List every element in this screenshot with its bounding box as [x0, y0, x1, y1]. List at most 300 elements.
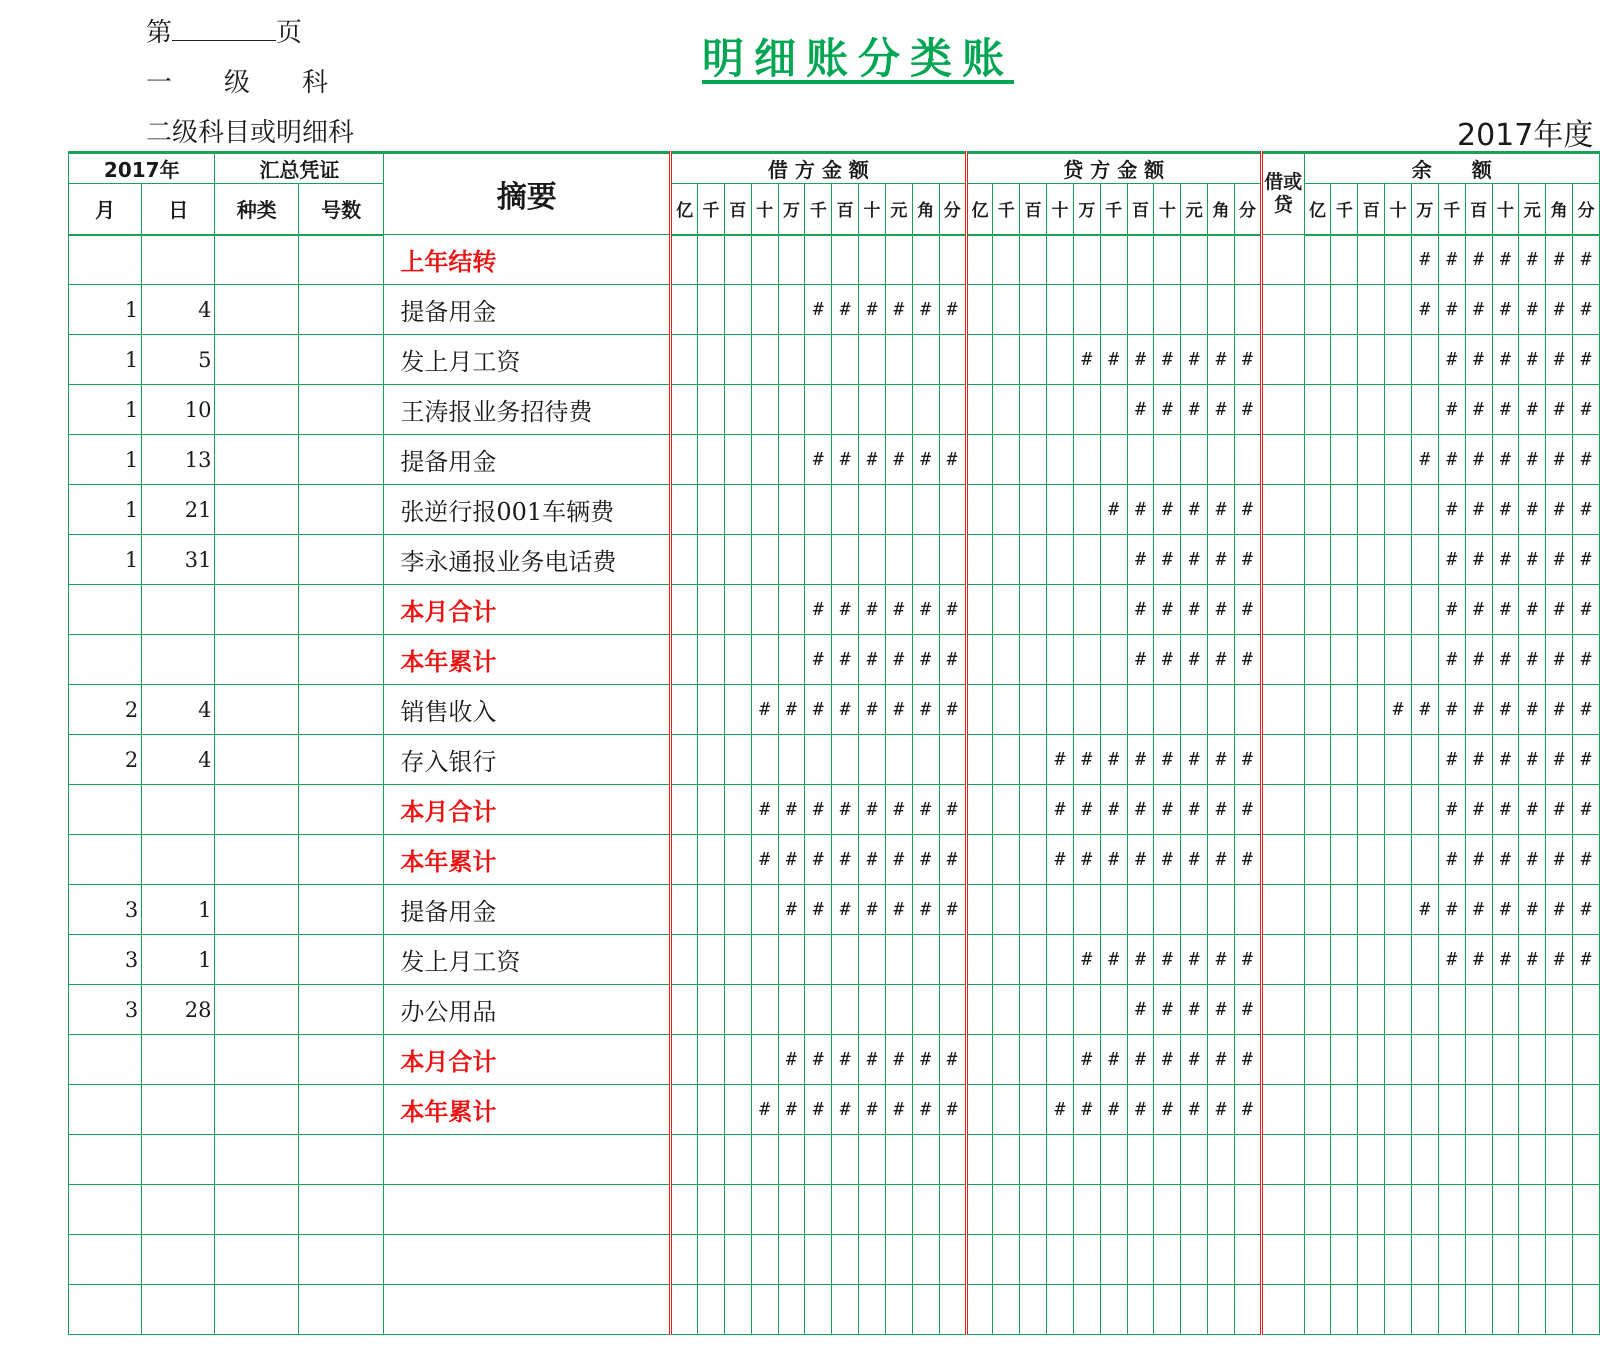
credit-digit-cell: [1181, 1235, 1208, 1285]
debit-digit-cell: [698, 1285, 725, 1335]
credit-digit-cell: [966, 685, 993, 735]
debit-digit-cell: #: [859, 435, 886, 485]
credit-digit-cell: #: [1154, 1085, 1181, 1135]
voucher-number-cell: [298, 835, 383, 885]
summary-cell: 销售收入: [384, 685, 671, 735]
debit-digit-cell: #: [832, 835, 859, 885]
voucher-number-cell: [298, 1235, 383, 1285]
credit-digit-cell: [1020, 635, 1047, 685]
credit-digit-cell: [1100, 385, 1127, 435]
month-cell: 1: [69, 385, 142, 435]
debit-digit-cell: #: [885, 885, 912, 935]
debit-digit-cell: [698, 235, 725, 285]
balance-digit-cell: #: [1573, 235, 1600, 285]
credit-digit-cell: #: [1234, 1035, 1261, 1085]
table-row: [69, 635, 1600, 685]
debit-digit-cell: [751, 1035, 778, 1085]
credit-digit-cell: #: [1154, 835, 1181, 885]
summary-cell: 发上月工资: [384, 935, 671, 985]
credit-digit-cell: #: [1208, 1085, 1235, 1135]
balance-digit-cell: #: [1519, 285, 1546, 335]
table-row: [69, 485, 1600, 535]
balance-digit-cell: [1304, 585, 1331, 635]
day-cell: 4: [142, 735, 215, 785]
balance-digit-cell: [1331, 1085, 1358, 1135]
credit-digit-cell: [1073, 235, 1100, 285]
debit-digit-header: 百: [724, 184, 751, 235]
debit-digit-header: 元: [885, 184, 912, 235]
debit-digit-cell: [805, 985, 832, 1035]
credit-digit-cell: [1047, 935, 1074, 985]
balance-digit-cell: #: [1546, 235, 1573, 285]
balance-digit-cell: [1358, 1185, 1385, 1235]
month-cell: 2: [69, 735, 142, 785]
credit-digit-cell: #: [1181, 385, 1208, 435]
credit-digit-cell: [1020, 1185, 1047, 1235]
debit-digit-cell: [939, 735, 966, 785]
month-cell: [69, 585, 142, 635]
debit-digit-cell: #: [805, 435, 832, 485]
debit-digit-cell: #: [939, 1035, 966, 1085]
debit-digit-cell: [859, 935, 886, 985]
credit-digit-cell: [1020, 835, 1047, 885]
balance-digit-cell: [1465, 1285, 1492, 1335]
credit-digit-cell: #: [1127, 835, 1154, 885]
debit-credit-cell: [1261, 935, 1304, 985]
credit-digit-cell: [993, 635, 1020, 685]
day-cell: 4: [142, 285, 215, 335]
debit-digit-cell: [778, 1135, 805, 1185]
debit-digit-cell: [724, 1035, 751, 1085]
debit-digit-cell: [698, 785, 725, 835]
debit-credit-cell: [1261, 1185, 1304, 1235]
credit-digit-cell: [1020, 235, 1047, 285]
debit-digit-cell: [885, 985, 912, 1035]
credit-digit-cell: [1100, 435, 1127, 485]
credit-digit-cell: [1020, 685, 1047, 735]
balance-digit-cell: #: [1492, 635, 1519, 685]
credit-digit-cell: [1208, 1235, 1235, 1285]
table-row: [69, 535, 1600, 585]
debit-digit-cell: [778, 485, 805, 535]
summary-cell: 李永通报业务电话费: [384, 535, 671, 585]
credit-digit-cell: [1234, 285, 1261, 335]
voucher-number-cell: [298, 935, 383, 985]
voucher-kind-cell: [215, 985, 298, 1035]
balance-digit-cell: #: [1465, 635, 1492, 685]
credit-digit-cell: [1181, 685, 1208, 735]
debit-digit-cell: [778, 285, 805, 335]
debit-digit-cell: [912, 735, 939, 785]
credit-digit-cell: [1127, 885, 1154, 935]
debit-digit-cell: [859, 535, 886, 585]
balance-digit-cell: [1411, 1085, 1438, 1135]
debit-credit-cell: [1261, 235, 1304, 285]
balance-digit-cell: #: [1411, 685, 1438, 735]
debit-digit-cell: [805, 235, 832, 285]
credit-digit-cell: #: [1127, 485, 1154, 535]
credit-digit-cell: [966, 885, 993, 935]
debit-digit-cell: [724, 1185, 751, 1235]
debit-digit-cell: [805, 535, 832, 585]
day-cell: 31: [142, 535, 215, 585]
balance-digit-cell: [1411, 1285, 1438, 1335]
balance-digit-cell: [1411, 335, 1438, 385]
debit-digit-cell: [778, 635, 805, 685]
balance-digit-cell: #: [1492, 235, 1519, 285]
balance-digit-cell: [1304, 1085, 1331, 1135]
credit-digit-cell: [1234, 1135, 1261, 1185]
credit-digit-cell: #: [1181, 785, 1208, 835]
debit-digit-cell: [724, 1235, 751, 1285]
debit-credit-cell: [1261, 835, 1304, 885]
debit-digit-cell: #: [939, 585, 966, 635]
credit-digit-cell: #: [1208, 385, 1235, 435]
debit-digit-cell: [724, 1085, 751, 1135]
table-row: [69, 685, 1600, 735]
summary-cell: 本月合计: [384, 585, 671, 635]
debit-digit-cell: #: [778, 885, 805, 935]
summary-cell: [384, 1285, 671, 1335]
credit-digit-cell: [1208, 1135, 1235, 1185]
debit-digit-cell: #: [912, 585, 939, 635]
credit-digit-cell: [993, 235, 1020, 285]
debit-digit-header: 万: [778, 184, 805, 235]
credit-digit-cell: [1073, 585, 1100, 635]
debit-digit-cell: [698, 385, 725, 435]
credit-digit-cell: [1154, 685, 1181, 735]
credit-digit-cell: [966, 635, 993, 685]
balance-digit-header: 十: [1492, 184, 1519, 235]
credit-digit-cell: [1208, 885, 1235, 935]
debit-credit-cell: [1261, 1085, 1304, 1135]
balance-digit-cell: [1331, 1135, 1358, 1185]
credit-digit-cell: #: [1234, 635, 1261, 685]
credit-digit-cell: [1234, 1185, 1261, 1235]
balance-digit-cell: [1438, 1135, 1465, 1185]
balance-digit-cell: [1358, 635, 1385, 685]
balance-digit-cell: [1304, 335, 1331, 385]
balance-digit-cell: #: [1573, 635, 1600, 685]
voucher-number-cell: [298, 785, 383, 835]
balance-digit-header: 百: [1465, 184, 1492, 235]
credit-digit-cell: [1047, 385, 1074, 435]
credit-digit-cell: [1181, 285, 1208, 335]
credit-digit-cell: [1234, 435, 1261, 485]
summary-cell: [384, 1235, 671, 1285]
month-cell: 3: [69, 935, 142, 985]
credit-digit-cell: #: [1100, 785, 1127, 835]
fiscal-year-label: 2017年度: [1457, 118, 1594, 153]
debit-digit-cell: [671, 485, 698, 535]
credit-digit-cell: #: [1181, 835, 1208, 885]
debit-digit-cell: #: [939, 835, 966, 885]
debit-digit-cell: [698, 885, 725, 935]
debit-digit-cell: [805, 735, 832, 785]
debit-digit-cell: [671, 885, 698, 935]
balance-digit-cell: [1331, 235, 1358, 285]
debit-digit-cell: [805, 1285, 832, 1335]
balance-digit-cell: #: [1573, 785, 1600, 835]
debit-digit-cell: [912, 935, 939, 985]
month-cell: [69, 1235, 142, 1285]
debit-digit-cell: [805, 1185, 832, 1235]
debit-digit-cell: [939, 935, 966, 985]
debit-digit-cell: [805, 385, 832, 435]
balance-digit-cell: [1385, 1035, 1412, 1085]
balance-digit-cell: #: [1438, 435, 1465, 485]
debit-digit-cell: [778, 935, 805, 985]
debit-digit-cell: [832, 235, 859, 285]
debit-digit-cell: [698, 435, 725, 485]
debit-digit-cell: [832, 1235, 859, 1285]
debit-digit-header: 十: [751, 184, 778, 235]
balance-digit-cell: #: [1465, 935, 1492, 985]
debit-digit-header: 角: [912, 184, 939, 235]
debit-digit-cell: [885, 535, 912, 585]
debit-digit-cell: [912, 1135, 939, 1185]
balance-digit-cell: [1304, 285, 1331, 335]
credit-digit-header: 十: [1047, 184, 1074, 235]
table-row: [69, 1085, 1600, 1135]
debit-credit-cell: [1261, 985, 1304, 1035]
debit-digit-cell: #: [939, 435, 966, 485]
balance-digit-cell: #: [1546, 835, 1573, 885]
balance-digit-cell: #: [1519, 785, 1546, 835]
debit-credit-cell: [1261, 585, 1304, 635]
credit-digit-cell: [1154, 1185, 1181, 1235]
table-row: [69, 385, 1600, 435]
balance-digit-cell: [1358, 535, 1385, 585]
debit-digit-cell: [885, 1285, 912, 1335]
balance-digit-cell: [1358, 485, 1385, 535]
balance-digit-cell: [1304, 1185, 1331, 1235]
credit-digit-cell: #: [1127, 385, 1154, 435]
credit-digit-cell: #: [1073, 735, 1100, 785]
debit-digit-cell: [778, 1285, 805, 1335]
debit-digit-cell: #: [912, 835, 939, 885]
page-prefix: 第: [146, 18, 173, 48]
balance-digit-cell: [1519, 1085, 1546, 1135]
credit-digit-cell: #: [1208, 485, 1235, 535]
voucher-kind-cell: [215, 1285, 298, 1335]
credit-digit-cell: [1020, 585, 1047, 635]
debit-digit-cell: [671, 285, 698, 335]
table-row: [69, 835, 1600, 885]
day-cell: [142, 1135, 215, 1185]
credit-digit-cell: #: [1181, 735, 1208, 785]
table-row: [69, 585, 1600, 635]
credit-digit-cell: [993, 735, 1020, 785]
balance-digit-cell: [1331, 935, 1358, 985]
balance-digit-cell: [1411, 1035, 1438, 1085]
credit-digit-cell: [1181, 235, 1208, 285]
debit-digit-cell: #: [805, 885, 832, 935]
balance-digit-header: 角: [1546, 184, 1573, 235]
credit-digit-cell: #: [1234, 1085, 1261, 1135]
table-row: [69, 1035, 1600, 1085]
balance-digit-cell: [1385, 385, 1412, 435]
balance-digit-cell: [1304, 1285, 1331, 1335]
credit-digit-cell: #: [1073, 335, 1100, 385]
balance-digit-cell: #: [1492, 285, 1519, 335]
balance-digit-cell: #: [1573, 335, 1600, 385]
debit-digit-cell: [912, 385, 939, 435]
balance-digit-cell: #: [1546, 635, 1573, 685]
table-row: [69, 735, 1600, 785]
credit-digit-cell: #: [1154, 485, 1181, 535]
debit-digit-cell: [724, 285, 751, 335]
month-cell: [69, 235, 142, 285]
credit-digit-cell: [1100, 535, 1127, 585]
debit-digit-cell: [671, 1285, 698, 1335]
credit-digit-cell: [1020, 535, 1047, 585]
debit-digit-cell: [724, 885, 751, 935]
credit-digit-cell: #: [1100, 1035, 1127, 1085]
credit-digit-cell: [993, 835, 1020, 885]
debit-digit-cell: [698, 835, 725, 885]
balance-digit-cell: #: [1519, 235, 1546, 285]
credit-digit-cell: [1181, 1135, 1208, 1185]
balance-digit-cell: [1331, 485, 1358, 535]
debit-digit-cell: [671, 685, 698, 735]
debit-digit-cell: [751, 535, 778, 585]
credit-digit-cell: #: [1181, 1035, 1208, 1085]
summary-cell: 办公用品: [384, 985, 671, 1035]
credit-digit-cell: [1208, 1285, 1235, 1335]
debit-digit-cell: #: [832, 785, 859, 835]
balance-digit-cell: [1358, 935, 1385, 985]
balance-digit-cell: [1304, 935, 1331, 985]
debit-credit-cell: [1261, 1235, 1304, 1285]
balance-digit-cell: #: [1546, 685, 1573, 735]
debit-digit-cell: [832, 935, 859, 985]
credit-digit-cell: #: [1154, 335, 1181, 385]
balance-digit-cell: #: [1519, 685, 1546, 735]
credit-digit-cell: [1127, 285, 1154, 335]
credit-digit-cell: [1047, 1185, 1074, 1235]
balance-digit-cell: [1304, 1035, 1331, 1085]
debit-digit-cell: #: [778, 835, 805, 885]
day-cell: 21: [142, 485, 215, 535]
summary-cell: 提备用金: [384, 885, 671, 935]
credit-digit-cell: [1127, 1135, 1154, 1185]
balance-digit-cell: [1358, 885, 1385, 935]
credit-digit-cell: [1154, 1235, 1181, 1285]
balance-digit-cell: [1492, 1185, 1519, 1235]
balance-digit-cell: [1465, 1135, 1492, 1185]
credit-digit-cell: #: [1234, 785, 1261, 835]
voucher-kind-cell: [215, 1135, 298, 1185]
debit-digit-cell: #: [859, 1085, 886, 1135]
balance-digit-cell: #: [1573, 835, 1600, 885]
debit-digit-cell: [912, 535, 939, 585]
balance-digit-cell: [1385, 1085, 1412, 1135]
credit-digit-header: 千: [993, 184, 1020, 235]
voucher-kind-cell: [215, 935, 298, 985]
credit-digit-cell: [1047, 335, 1074, 385]
credit-digit-header: 元: [1181, 184, 1208, 235]
debit-digit-cell: #: [885, 685, 912, 735]
balance-digit-cell: [1492, 1035, 1519, 1085]
balance-digit-cell: #: [1519, 585, 1546, 635]
debit-digit-cell: [698, 1035, 725, 1085]
credit-digit-cell: [1127, 685, 1154, 735]
credit-digit-cell: [1073, 885, 1100, 935]
balance-digit-cell: #: [1438, 485, 1465, 535]
debit-digit-cell: [778, 735, 805, 785]
debit-digit-cell: [859, 1135, 886, 1185]
debit-digit-cell: #: [832, 435, 859, 485]
credit-digit-cell: #: [1234, 585, 1261, 635]
month-cell: [69, 1135, 142, 1185]
voucher-number-cell: [298, 635, 383, 685]
debit-digit-cell: #: [778, 1035, 805, 1085]
balance-digit-cell: [1331, 1035, 1358, 1085]
balance-digit-cell: #: [1546, 935, 1573, 985]
balance-digit-cell: #: [1492, 935, 1519, 985]
debit-digit-cell: [885, 1135, 912, 1185]
voucher-number-cell: [298, 1035, 383, 1085]
debit-digit-cell: #: [885, 285, 912, 335]
debit-digit-cell: [698, 1085, 725, 1135]
credit-digit-cell: #: [1154, 785, 1181, 835]
balance-digit-cell: [1438, 1285, 1465, 1335]
table-row: [69, 1135, 1600, 1185]
debit-digit-cell: [912, 1285, 939, 1335]
credit-digit-cell: #: [1181, 335, 1208, 385]
credit-digit-cell: [1234, 1235, 1261, 1285]
balance-digit-cell: #: [1411, 235, 1438, 285]
credit-digit-cell: [1127, 1185, 1154, 1235]
debit-credit-cell: [1261, 485, 1304, 535]
credit-digit-cell: [993, 485, 1020, 535]
balance-digit-cell: #: [1465, 735, 1492, 785]
balance-digit-cell: [1519, 1035, 1546, 1085]
debit-digit-cell: [885, 235, 912, 285]
credit-digit-cell: #: [1208, 335, 1235, 385]
balance-digit-header: 元: [1519, 184, 1546, 235]
credit-digit-cell: [1047, 1035, 1074, 1085]
balance-digit-cell: [1519, 1235, 1546, 1285]
day-cell: [142, 1085, 215, 1135]
debit-digit-cell: [698, 285, 725, 335]
level2-account-label: 二级科目或明细科: [146, 118, 355, 148]
balance-digit-cell: #: [1519, 335, 1546, 385]
credit-digit-cell: [966, 935, 993, 985]
credit-digit-cell: #: [1181, 535, 1208, 585]
month-cell: 3: [69, 885, 142, 935]
debit-digit-cell: #: [885, 585, 912, 635]
balance-digit-cell: #: [1492, 535, 1519, 585]
balance-digit-cell: [1385, 535, 1412, 585]
balance-digit-cell: [1492, 985, 1519, 1035]
balance-digit-cell: [1331, 1285, 1358, 1335]
credit-digit-cell: [993, 535, 1020, 585]
credit-digit-cell: [1073, 1185, 1100, 1235]
credit-digit-cell: #: [1154, 935, 1181, 985]
voucher-number-cell: [298, 335, 383, 385]
debit-digit-cell: [751, 385, 778, 435]
voucher-number-cell: [298, 885, 383, 935]
balance-digit-cell: [1358, 1285, 1385, 1335]
debit-digit-cell: #: [778, 1085, 805, 1135]
debit-digit-cell: #: [832, 635, 859, 685]
credit-digit-cell: [1073, 385, 1100, 435]
debit-digit-cell: #: [939, 1085, 966, 1135]
balance-digit-cell: [1358, 235, 1385, 285]
voucher-kind-cell: [215, 835, 298, 885]
